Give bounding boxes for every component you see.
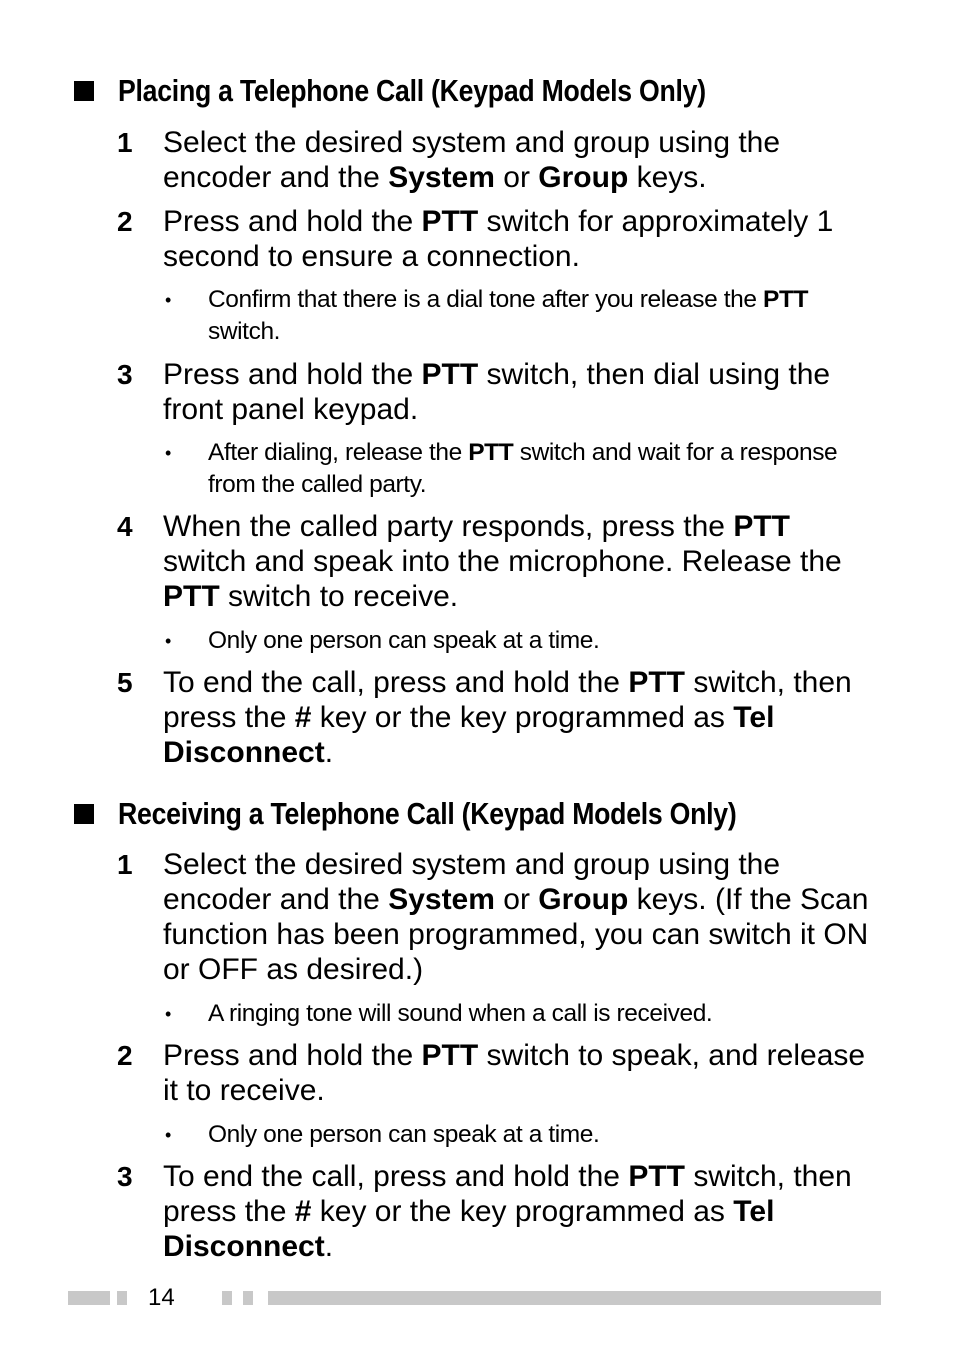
bold-term: System [388,161,495,194]
section-title: Placing a Telephone Call (Keypad Models Only) [118,73,706,108]
text-run: switch, then dial using the front panel keypad. [163,358,831,426]
text-run: After dialing, release the [208,439,469,466]
square-bullet-icon [74,81,94,101]
text-run: Only one person can speak at a time. [208,627,600,654]
bold-term: Tel Disconnect [163,701,775,769]
footer-bar [243,1291,253,1305]
section-title: Receiving a Telephone Call (Keypad Models Only) [118,796,737,831]
bold-term: PTT [733,510,790,543]
text-run: switch to speak, and release it to receive. [163,1039,866,1107]
text-run: . [324,1230,334,1263]
bold-term: PTT [628,666,685,699]
text-run: Select the desired system and group using the encoder and the [163,126,781,194]
text-run: key or the key programmed as [311,701,734,734]
step-text [163,509,873,614]
bold-term: Tel Disconnect [163,1195,775,1263]
footer-bar [117,1291,127,1305]
text-run: To end the call, press and hold the [163,1160,629,1193]
step-number: 5 [117,667,133,698]
step-text [163,125,873,195]
step-number: 4 [117,511,133,542]
text-run: When the called party responds, press the [163,510,734,543]
text-run: switch and speak into the microphone. Release the [163,545,842,578]
bold-term: PTT [763,286,809,313]
text-run: Select the desired system and group using the encoder and the [163,848,781,916]
bullet-icon: • [165,1125,172,1145]
text-run: or [494,883,539,916]
step-number: 3 [117,1161,133,1192]
text-run: Confirm that there is a dial tone after you release the [208,286,764,313]
bold-term: PTT [421,358,479,391]
footer-bar [222,1291,232,1305]
bold-term: Group [538,883,629,916]
step-number: 1 [117,849,133,880]
bold-term: System [388,883,495,916]
text-run: key or the key programmed as [311,1195,734,1228]
bold-term: PTT [163,580,220,613]
step-number: 3 [117,359,133,390]
step-number: 1 [117,127,133,158]
bullet-icon: • [165,290,172,310]
bold-term: # [294,701,312,734]
page-footer [0,1284,954,1312]
step-number: 2 [117,206,133,237]
step-text [163,847,873,987]
footer-bar [68,1291,110,1305]
step-text [163,357,873,427]
text-run: switch, then press the [163,666,852,734]
section-heading-receiving [74,794,837,834]
note-text [208,998,873,1030]
step-text [163,1159,873,1264]
note-text [208,284,873,348]
page-number: 14 [148,1284,175,1311]
bullet-icon: • [165,443,172,463]
text-run: switch for approximately 1 second to ensure a connection. [163,205,834,273]
section-heading-placing [74,71,802,111]
bold-term: PTT [628,1160,685,1193]
text-run: Press and hold the [163,1039,422,1072]
text-run: . [324,736,334,769]
bullet-icon: • [165,631,172,651]
text-run: switch to receive. [219,580,459,613]
step-text [163,1038,873,1108]
text-run: To end the call, press and hold the [163,666,629,699]
bold-term: PTT [421,205,479,238]
square-bullet-icon [74,804,94,824]
bold-term: PTT [468,439,514,466]
text-run: switch and wait for a response from the called party. [208,439,838,498]
text-run: switch, then press the [163,1160,852,1228]
bold-term: Group [538,161,629,194]
bullet-icon: • [165,1004,172,1024]
text-run: A ringing tone will sound when a call is received. [208,1000,713,1027]
step-text [163,204,873,274]
step-number: 2 [117,1040,133,1071]
text-run: keys. [628,161,707,194]
text-run: Press and hold the [163,205,422,238]
text-run: switch. [208,318,281,345]
note-text [208,1119,873,1151]
footer-bar [268,1291,881,1305]
note-text [208,625,873,657]
bold-term: PTT [421,1039,479,1072]
bold-term: # [294,1195,312,1228]
text-run: Only one person can speak at a time. [208,1121,600,1148]
text-run: Press and hold the [163,358,422,391]
text-run: keys. (If the Scan function has been programmed, you can switch it ON or OFF as desired.) [163,883,869,986]
note-text [208,437,873,501]
text-run: or [494,161,539,194]
step-text [163,665,873,770]
